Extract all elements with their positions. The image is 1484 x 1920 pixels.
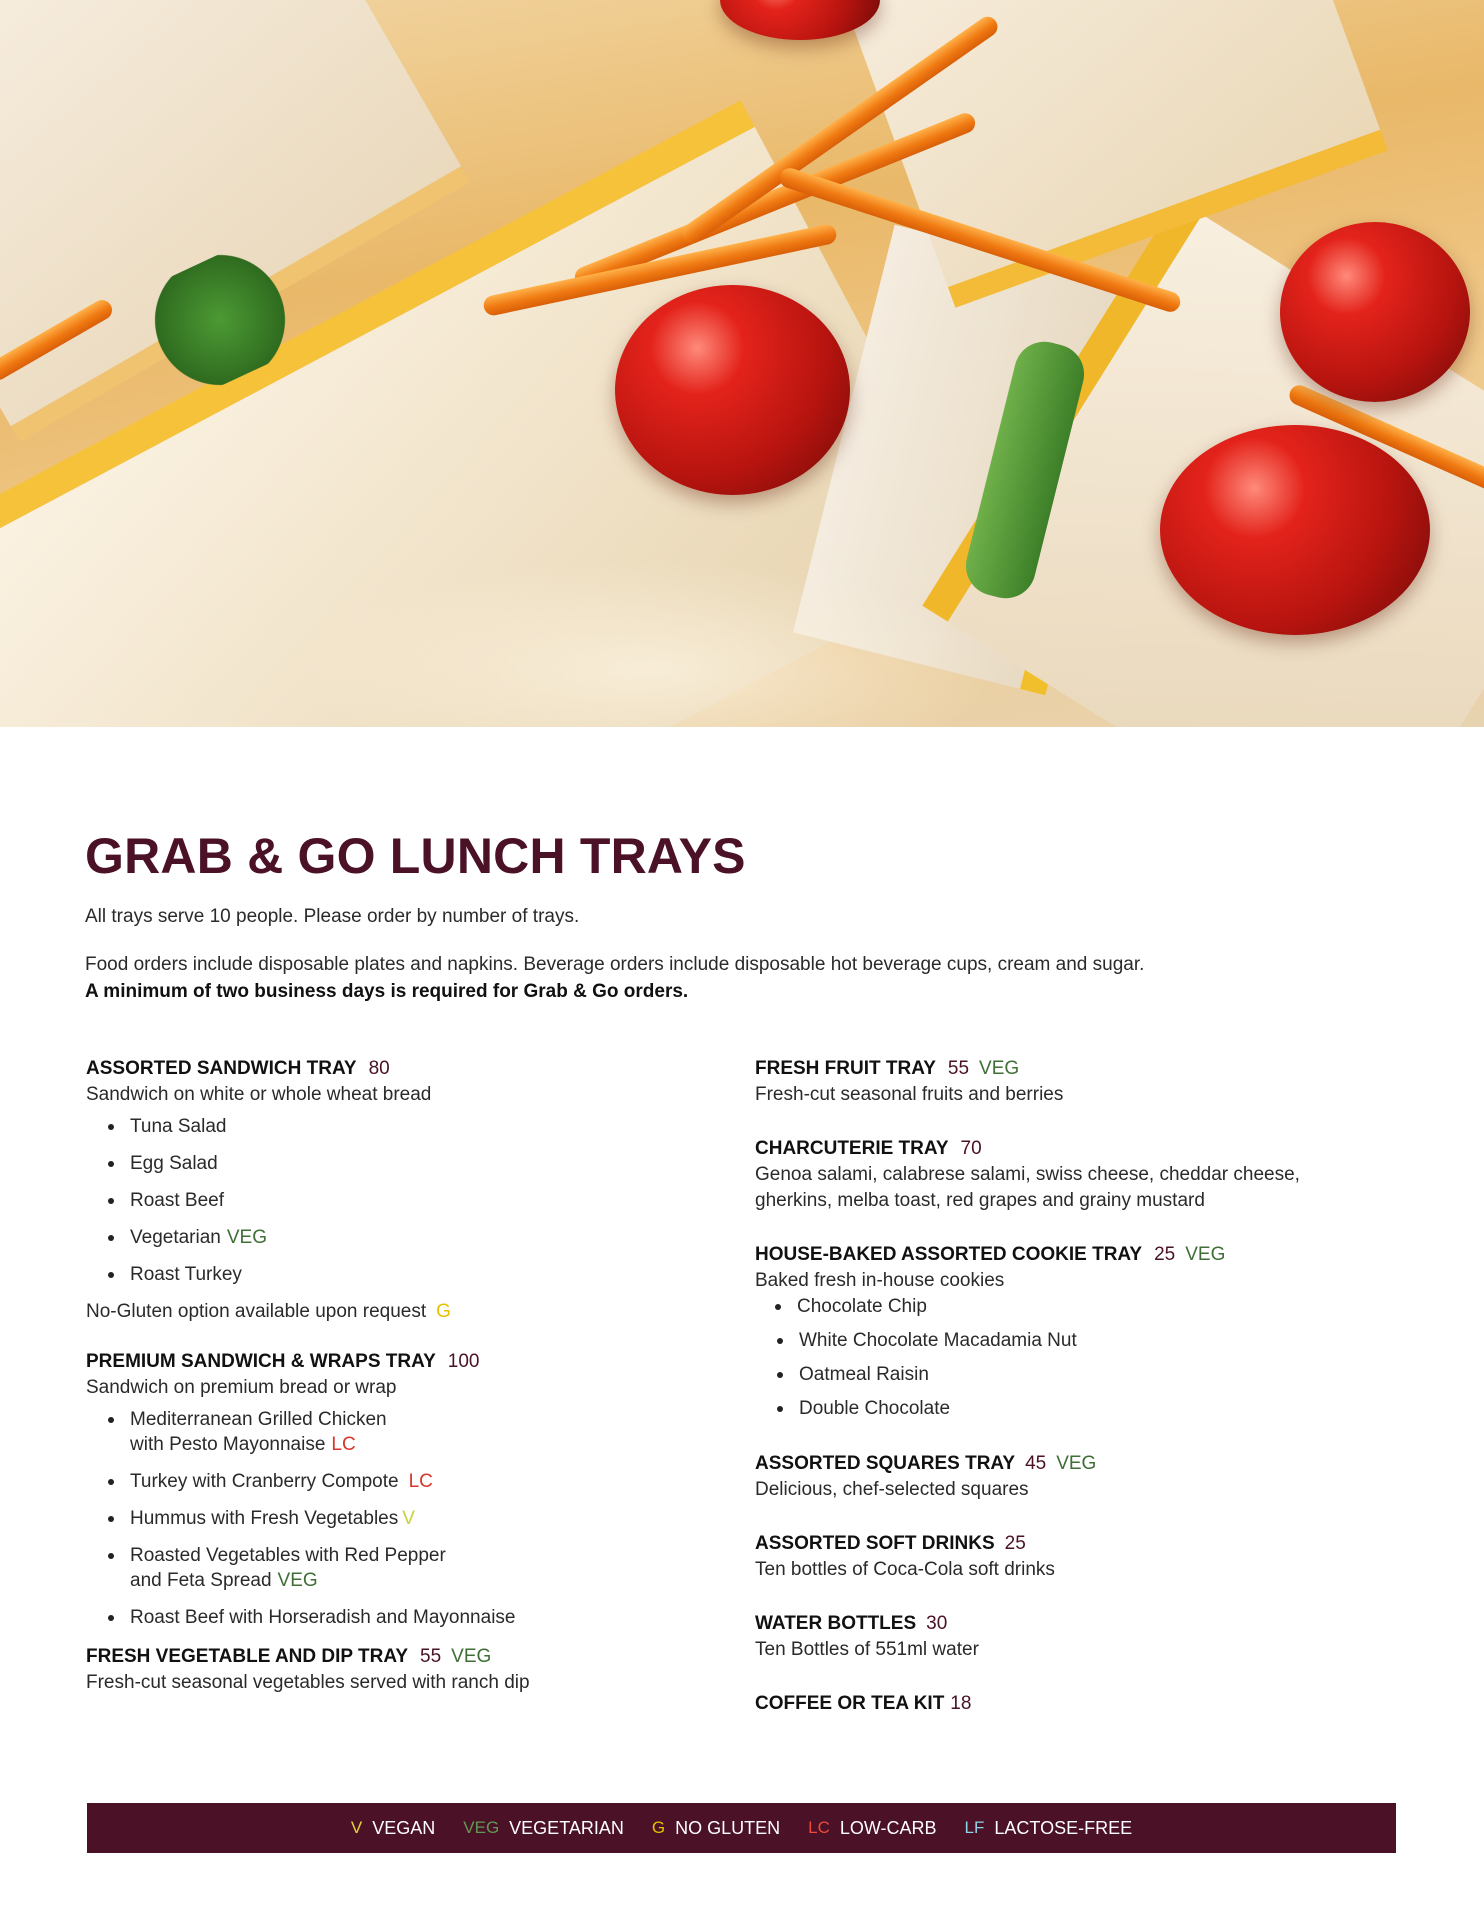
diet-tag: VEG — [451, 1646, 492, 1667]
diet-tag: VEG — [979, 1058, 1020, 1079]
item-description: Ten Bottles of 551ml water — [755, 1639, 979, 1660]
menu-item-cookie — [755, 1242, 1415, 1421]
diet-tag: V — [402, 1508, 415, 1529]
cherry-tomato — [1280, 222, 1470, 402]
diet-tag: VEG — [226, 1227, 267, 1248]
item-description: Ten bottles of Coca-Cola soft drinks — [755, 1559, 1055, 1580]
list-item: Hummus with Fresh Vegetables V — [86, 1506, 706, 1531]
menu-item-squares — [755, 1451, 1415, 1503]
item-name: HOUSE-BAKED ASSORTED COOKIE TRAY — [755, 1244, 1143, 1265]
item-price: 45 — [1025, 1453, 1047, 1474]
item-price: 55 — [947, 1058, 970, 1079]
diet-tag: G — [436, 1301, 451, 1322]
list-item: Roast Beef — [86, 1188, 706, 1213]
legend-vegetarian: VEG VEGETARIAN — [463, 1817, 624, 1838]
item-price: 25 — [1154, 1244, 1176, 1265]
menu-item-assorted-sandwich — [86, 1056, 706, 1287]
item-name: ASSORTED SQUARES TRAY — [755, 1453, 1016, 1474]
list-item: Roast Turkey — [86, 1262, 706, 1287]
includes-note: Food orders include disposable plates and napkins. Beverage orders include disposable hot beverage cups, cream and sugar. — [85, 954, 1145, 975]
list-item: Roast Beef with Horseradish and Mayonnaise — [86, 1605, 706, 1630]
item-price: 18 — [950, 1693, 972, 1714]
item-name: FRESH VEGETABLE AND DIP TRAY — [86, 1646, 408, 1667]
menu-item-charcuterie — [755, 1136, 1415, 1214]
diet-tag: LC — [331, 1434, 356, 1455]
item-description: Sandwich on premium bread or wrap — [86, 1377, 397, 1398]
menu-item-fruit — [755, 1056, 1415, 1108]
menu-column-left — [86, 1056, 706, 1720]
legend-lactose-free: LF LACTOSE-FREE — [964, 1817, 1133, 1838]
hero-photo — [0, 0, 1484, 727]
serving-note: All trays serve 10 people. Please order by number of trays. — [85, 906, 580, 927]
item-name: COFFEE OR TEA KIT — [755, 1693, 945, 1714]
list-item: White Chocolate Macadamia Nut — [755, 1328, 1415, 1353]
list-item: Double Chocolate — [755, 1396, 1415, 1421]
diet-tag: VEG — [277, 1570, 318, 1591]
page-title: GRAB & GO LUNCH TRAYS — [85, 828, 746, 884]
legend-low-carb: LC LOW-CARB — [808, 1817, 937, 1838]
item-name: ASSORTED SANDWICH TRAY — [86, 1058, 357, 1079]
item-name: WATER BOTTLES — [755, 1613, 917, 1634]
item-description: gherkins, melba toast, red grapes and grainy mustard — [755, 1190, 1205, 1211]
item-description: Fresh-cut seasonal fruits and berries — [755, 1084, 1064, 1105]
item-price: 25 — [1004, 1533, 1026, 1554]
cherry-tomato — [615, 285, 850, 495]
minimum-notice: A minimum of two business days is required for Grab & Go orders. — [85, 981, 689, 1002]
item-price: 80 — [368, 1058, 390, 1079]
item-description: Genoa salami, calabrese salami, swiss cheese, cheddar cheese, — [755, 1164, 1300, 1185]
premium-options — [86, 1407, 706, 1630]
dietary-legend — [87, 1803, 1396, 1853]
list-item: Chocolate Chip — [753, 1294, 1415, 1319]
cherry-tomato — [1160, 425, 1430, 635]
list-item: Egg Salad — [86, 1151, 706, 1176]
legend-vegan: V VEGAN — [350, 1817, 436, 1838]
item-name: FRESH FRUIT TRAY — [755, 1058, 936, 1079]
item-name: ASSORTED SOFT DRINKS — [755, 1533, 995, 1554]
item-price: 100 — [447, 1351, 480, 1372]
gluten-note: No-Gluten option available upon request G — [86, 1301, 451, 1322]
list-item: Mediterranean Grilled Chicken with Pesto Mayonnaise LC — [86, 1407, 706, 1457]
sandwich-options — [86, 1114, 706, 1287]
cookie-options — [755, 1294, 1415, 1421]
list-item: Turkey with Cranberry Compote LC — [86, 1469, 706, 1494]
menu-column-right — [755, 1056, 1415, 1741]
menu-item-vegetable-dip — [86, 1644, 706, 1696]
diet-tag: LC — [408, 1471, 433, 1492]
list-item: Vegetarian VEG — [86, 1225, 706, 1250]
list-item: Oatmeal Raisin — [755, 1362, 1415, 1387]
item-description: Delicious, chef-selected squares — [755, 1479, 1029, 1500]
menu-item-coffee-tea — [755, 1691, 1415, 1717]
diet-tag: VEG — [1056, 1453, 1097, 1474]
item-name: PREMIUM SANDWICH & WRAPS TRAY — [86, 1351, 436, 1372]
item-price: 55 — [420, 1646, 442, 1667]
menu-item-soft-drinks — [755, 1531, 1415, 1583]
item-description: Baked fresh in-house cookies — [755, 1270, 1005, 1291]
menu-item-premium-sandwich — [86, 1349, 706, 1630]
item-description: Sandwich on white or whole wheat bread — [86, 1084, 432, 1105]
legend-no-gluten: G NO GLUTEN — [651, 1817, 781, 1838]
item-price: 70 — [960, 1138, 982, 1159]
list-item: Tuna Salad — [86, 1114, 706, 1139]
diet-tag: VEG — [1185, 1244, 1226, 1265]
item-name: CHARCUTERIE TRAY — [755, 1138, 949, 1159]
item-description: Fresh-cut seasonal vegetables served with ranch dip — [86, 1672, 530, 1693]
item-price: 30 — [926, 1613, 948, 1634]
menu-item-water — [755, 1611, 1415, 1663]
list-item: Roasted Vegetables with Red Pepper and Feta Spread VEG — [86, 1543, 706, 1593]
